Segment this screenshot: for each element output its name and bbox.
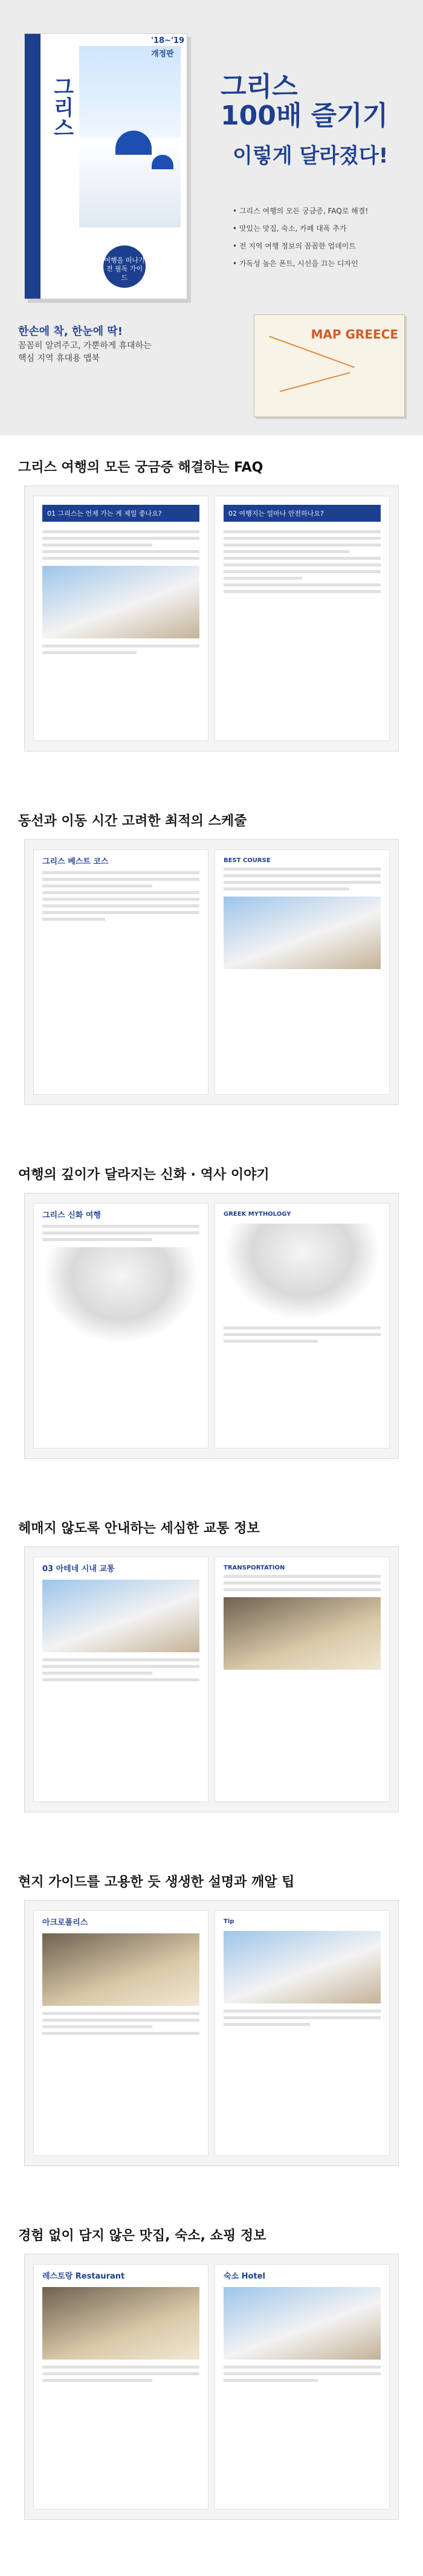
blue-dome-small xyxy=(152,155,173,169)
feature-item: • 그리스 여행의 모든 궁금증, FAQ로 해결! xyxy=(233,206,368,216)
sample-page-right xyxy=(215,1910,390,2156)
cover-badge: 여행을 떠나기 전 필독 가이드 xyxy=(103,245,146,288)
sample-photo xyxy=(42,566,199,638)
sample-page-right xyxy=(215,2264,390,2509)
feature-section-guide xyxy=(0,1872,423,2225)
map-label: MAP GREECE xyxy=(311,327,398,342)
sample-spread xyxy=(24,1193,399,1459)
statue-image xyxy=(224,1224,381,1320)
book-title: 그리스 xyxy=(50,76,74,138)
promo-line1: 한손에 착, 한눈에 딱! xyxy=(18,325,123,338)
page-heading: 그리스 신화 여행 xyxy=(42,1211,101,1220)
section-title: 그리스 여행의 모든 궁금증 해결하는 FAQ xyxy=(18,460,263,475)
section-title: 여행의 깊이가 달라지는 신화 · 역사 이야기 xyxy=(18,1167,270,1183)
sample-page-left xyxy=(33,1910,208,2156)
sample-page-left xyxy=(33,496,208,741)
feature-item: • 가독성 높은 폰트, 시선을 끄는 디자인 xyxy=(233,258,368,268)
sample-photo xyxy=(42,2287,199,2360)
edition-label: 개정판 xyxy=(151,50,174,59)
sample-page-left xyxy=(33,2264,208,2509)
page-label: Tip xyxy=(224,1918,234,1925)
page-heading: 아크로폴리스 xyxy=(42,1918,88,1927)
feature-section-transport xyxy=(0,1518,423,1872)
sample-spread xyxy=(24,839,399,1105)
statue-image xyxy=(42,1247,199,1344)
sample-spread xyxy=(24,485,399,751)
page-heading: 숙소 Hotel xyxy=(224,2272,265,2281)
sample-page-right xyxy=(215,1203,390,1449)
sample-photo xyxy=(224,897,381,969)
map-road xyxy=(280,372,350,392)
sample-spread xyxy=(24,1546,399,1812)
sample-photo xyxy=(224,2287,381,2360)
feature-list xyxy=(233,206,368,276)
sample-photo xyxy=(224,1597,381,1670)
sample-photo xyxy=(224,1931,381,2003)
feature-section-myth xyxy=(0,1164,423,1518)
book-spine xyxy=(25,34,40,299)
page-label: BEST COURSE xyxy=(224,857,271,864)
feature-section-course xyxy=(0,811,423,1164)
sample-photo xyxy=(42,1933,199,2006)
promo-line3: 핵심 지역 휴대용 맵북 xyxy=(18,354,100,363)
sample-spread xyxy=(24,1900,399,2166)
headline-line1: 그리스 xyxy=(221,71,298,102)
santorini-photo xyxy=(79,46,181,227)
page-heading: 그리스 베스트 코스 xyxy=(42,857,109,866)
section-title: 경험 없이 담지 않은 맛집, 숙소, 쇼핑 정보 xyxy=(18,2228,266,2243)
headline xyxy=(221,73,388,131)
section-title: 동선과 이동 시간 고려한 최적의 스케줄 xyxy=(18,814,247,829)
feature-item: • 전 지역 여행 정보의 꼼꼼한 업데이트 xyxy=(233,241,368,251)
faq-question: 01 그리스는 언제 가는 게 제일 좋나요? xyxy=(42,505,199,522)
sample-page-left xyxy=(33,1203,208,1449)
sample-photo xyxy=(42,1580,199,1652)
page-label: GREEK MYTHOLOGY xyxy=(224,1211,291,1218)
headline-line3: 이렇게 달라졌다! xyxy=(233,144,389,168)
sample-page-right xyxy=(215,1557,390,1802)
section-title: 현지 가이드를 고용한 듯 생생한 설명과 깨알 팁 xyxy=(18,1875,295,1890)
hero-banner xyxy=(0,0,423,435)
blue-dome xyxy=(115,131,152,155)
page-heading: 03 아테네 시내 교통 xyxy=(42,1565,115,1574)
feature-section-food xyxy=(0,2225,423,2576)
feature-item: • 맛있는 맛집, 숙소, 카페 대폭 추가 xyxy=(233,223,368,233)
sample-page-right xyxy=(215,496,390,741)
feature-section-faq xyxy=(0,457,423,811)
sample-page-left xyxy=(33,1557,208,1802)
mapbook-image xyxy=(254,314,405,417)
mapbook-promo xyxy=(18,323,236,365)
faq-question: 02 여행지는 얼마나 안전하나요? xyxy=(224,505,381,522)
book-cover xyxy=(24,33,187,299)
promo-line2: 꼼꼼히 알려주고, 가뿐하게 휴대하는 xyxy=(18,341,152,351)
page-heading: 레스토랑 Restaurant xyxy=(42,2272,125,2281)
headline-line2: 100배 즐기기 xyxy=(221,100,389,132)
page-label: TRANSPORTATION xyxy=(224,1565,285,1571)
sample-page-right xyxy=(215,849,390,1095)
sample-page-left xyxy=(33,849,208,1095)
sample-spread xyxy=(24,2254,399,2520)
edition-years: '18~'19 xyxy=(151,36,185,45)
section-title: 헤매지 않도록 안내하는 세심한 교통 정보 xyxy=(18,1521,260,1536)
